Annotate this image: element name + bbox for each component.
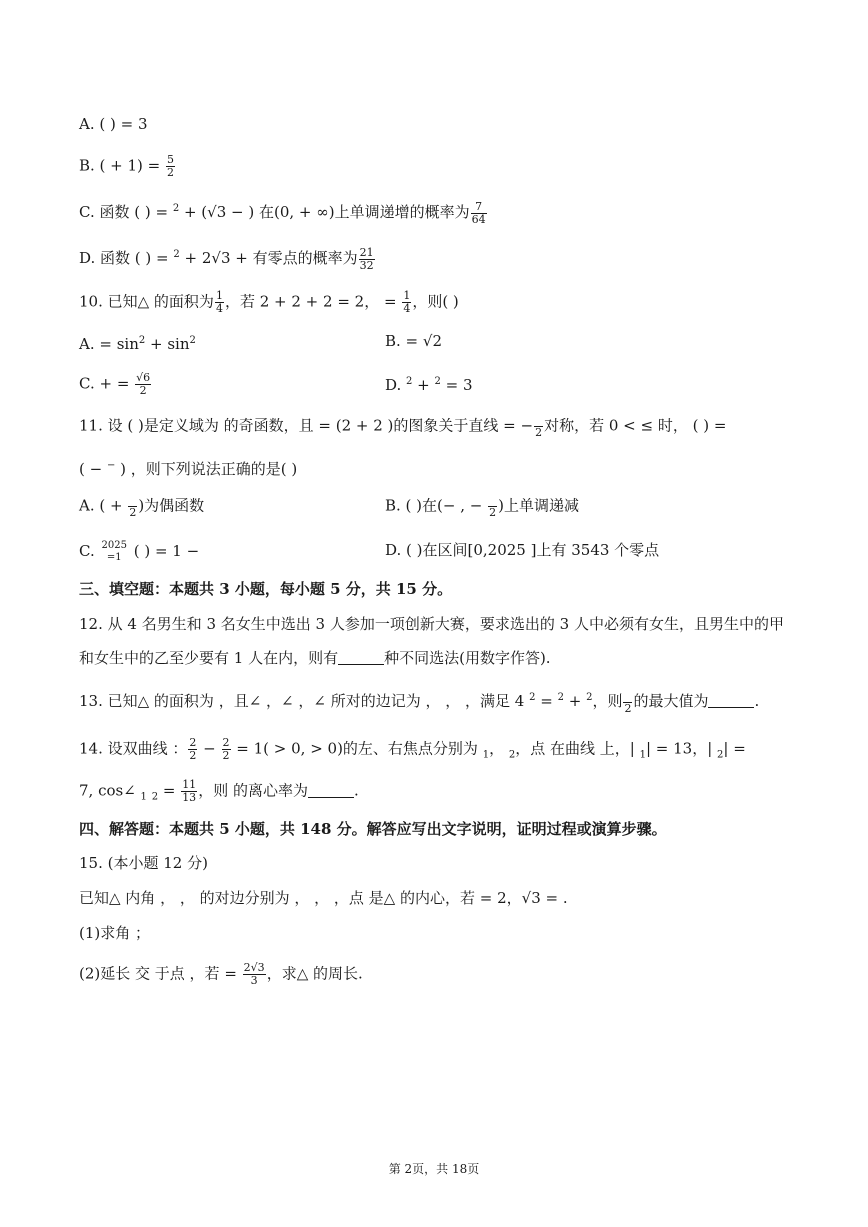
- fraction: $\frac{1}{4}$: [403, 289, 411, 315]
- q15-stem: 已知△ 内角 ， ， 的对边分别为 ， ， ，点 是△ 的内心，若 = 2，√3 = .: [79, 889, 568, 907]
- q11-option-b: B. ( )在(− , − 2 )上单调递减: [385, 494, 579, 519]
- q14-stem-line1: 14. 设双曲线 ： $\frac{2}{2}$ − $\frac{2}{2}$ = 1( > 0, > 0)的左、右焦点分别为 $_1$， $_2$，点 在曲线 上，| $_1$| = 13，| $_2$| =: [79, 736, 746, 762]
- fraction: $\frac{21}{32}$: [359, 245, 374, 272]
- fraction: $\frac{2√3}{3}$: [243, 961, 265, 987]
- fraction: 2: [623, 690, 632, 715]
- q9-option-b: B. ( + 1) = $\frac{5}{2}$: [79, 153, 175, 179]
- q9-option-a: A. ( ) = 3: [79, 115, 148, 133]
- fraction: $\frac{7}{64}$: [471, 199, 486, 226]
- q9-option-d: D. 函数 ( ) = $^2$ + 2√3 + 有零点的概率为 $\frac{21}{32}$: [79, 245, 374, 272]
- q10-option-c: C. + = $\frac{√6}{2}$: [79, 371, 151, 397]
- q9-option-c: C. 函数 ( ) = $^2$ + (√3 − ) 在(0, + ∞)上单调递增的概率为 $\frac{7}{64}$: [79, 199, 486, 226]
- q12-line1: 12. 从 4 名男生和 3 名女生中选出 3 人参加一项创新大赛，要求选出的 3 人中必须有女生，且男生中的甲: [79, 615, 784, 633]
- page-footer: 第 2页，共 18页: [388, 1162, 480, 1176]
- fraction: $\frac{2}{2}$: [189, 736, 197, 762]
- answer-blank: [308, 783, 354, 798]
- fraction: $\frac{2}{2}$: [222, 736, 230, 762]
- q11-stem-line1: 11. 设 ( )是定义域为 的奇函数，且 = (2 + 2 )的图象关于直线 = − 2 对称，若 0 < ≤ 时， ( ) =: [79, 414, 726, 439]
- q12-line2: 和女生中的乙至少要有 1 人在内，则有 种不同选法(用数字作答).: [79, 649, 551, 667]
- q15-part2: (2)延长 交 于点 ，若 = $\frac{2√3}{3}$ ，求△ 的周长.: [79, 961, 363, 987]
- q11-option-d: D. ( )在区间[0,2025 ]上有 3543 个零点: [385, 541, 660, 559]
- q11-option-c: C. 2025 =1 ( ) = 1 −: [79, 540, 200, 563]
- q15-title: 15. (本小题 12 分): [79, 854, 208, 872]
- q10-option-a: A. = $\sin^2 + \sin^2$: [79, 335, 196, 353]
- fraction: $\frac{5}{2}$: [167, 153, 175, 179]
- q11-option-a: A. ( + 2 )为偶函数: [79, 494, 204, 519]
- summation-limits: 2025 =1: [101, 540, 127, 563]
- answer-blank: [708, 693, 754, 708]
- q10-option-d: D. $^2$ + $^2$ = 3: [385, 376, 473, 394]
- section-heading-fill-in: 三、填空题：本题共 3 小题，每小题 5 分，共 15 分。: [79, 580, 453, 598]
- fraction: $\frac{11}{13}$: [182, 778, 197, 804]
- fraction: 2: [534, 414, 543, 439]
- q10-stem: 10. 已知△ 的面积为 $\frac{1}{4}$ ，若 2 + 2 + 2 = 2， = $\frac{1}{4}$ ，则( ): [79, 289, 459, 315]
- q14-stem-line2: 7, cos∠ $_1$ $_2$ = $\frac{11}{13}$ ，则 的离心率为 .: [79, 778, 359, 804]
- answer-blank: [338, 650, 384, 665]
- section-heading-solutions: 四、解答题：本题共 5 小题，共 148 分。解答应写出文字说明，证明过程或演算步骤。: [79, 820, 667, 838]
- q13-stem: 13. 已知△ 的面积为 ，且∠ ，∠ ，∠ 所对的边记为 ， ， ，满足 4 $^2$ = $^2$ + $^2$，则 2 的最大值为 .: [79, 688, 759, 715]
- q10-option-b: B. = √2: [385, 332, 442, 350]
- q11-stem-line2: ( − − ) ，则下列说法正确的是( ): [79, 460, 298, 478]
- fraction: 2: [488, 494, 497, 519]
- fraction: $\frac{√6}{2}$: [136, 371, 151, 397]
- fraction: 2: [128, 494, 137, 519]
- fraction: $\frac{1}{4}$: [215, 289, 223, 315]
- q15-part1: (1)求角 ；: [79, 924, 151, 942]
